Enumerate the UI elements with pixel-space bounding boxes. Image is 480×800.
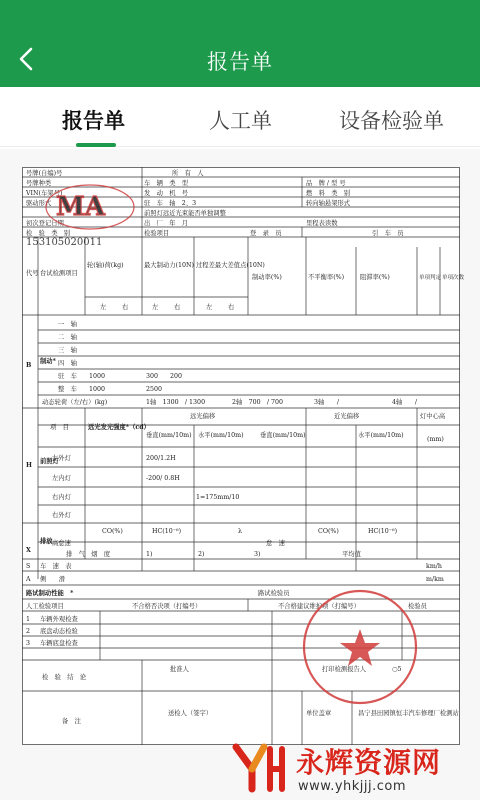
total-load: 1000 [89, 386, 106, 393]
lamp-row-2: 左内灯 [52, 475, 71, 482]
slip-unit: m/km [426, 576, 444, 583]
lamp-height-unit: (mm) [427, 436, 444, 443]
slip-label: 侧 滑 [40, 576, 66, 583]
conclusion-label: 检 验 结 论 [42, 674, 87, 681]
lamp-value-2: -200/ 0.8H [146, 475, 180, 482]
col-single-judge-header: 单项判定 [419, 275, 442, 281]
odometer-label: 里程表读数 [306, 220, 338, 227]
col-item-header: 台试检测项目 [40, 270, 78, 277]
inspect-type-label: 检 验 类 别 [26, 230, 71, 237]
exhaust-co-1: CO(%) [102, 528, 123, 535]
brake-row-2: 二 轴 [58, 334, 77, 341]
official-seal-stamp [304, 591, 416, 703]
driver-label: 引 车 员 [372, 230, 404, 237]
col-left-1: 左 [100, 304, 107, 311]
speed-label: 车 速 表 [40, 563, 72, 570]
lamp-value-1: 200/1.2H [146, 455, 176, 462]
exhaust-idle-high-label: 高怠速 [52, 540, 71, 547]
fuel-label: 燃 料 类 别 [306, 190, 351, 197]
inspect-items-label: 检验项目 [144, 230, 170, 237]
reg-date-label: 初次登记日期 [26, 220, 64, 227]
lamp-value-3: 1=175mm/10 [196, 494, 240, 501]
lamp-low-horizontal: 水平(mm/10m) [358, 432, 404, 439]
exhaust-hc-1: HC(10⁻⁶) [152, 528, 182, 535]
brake-row-4: 四 轴 [58, 360, 77, 367]
parking-right-force: 200 [170, 373, 183, 380]
sender-label: 送检人（签字） [168, 710, 213, 717]
exhaust-smoke-avg: 平均值 [342, 551, 361, 558]
watermark-name: 永辉资源网 [296, 746, 442, 779]
headlamp-adjust-label: 前照灯远近光束能否单独调整 [144, 210, 226, 217]
exhaust-group-code: X [26, 547, 31, 554]
mfg-date-label: 出 厂 年 月 [144, 220, 189, 227]
watermark-logo-icon [230, 739, 286, 795]
owner-label: 所 有 人 [172, 170, 204, 177]
print-mark-label: 打印检测报告人 [322, 666, 367, 673]
lamp-group-label: 前照灯 [40, 458, 59, 465]
exhaust-smoke-1: 1) [146, 551, 153, 558]
road-test-label: 路试制动性能 * [26, 590, 74, 597]
unit-seal-label: 单位盖章 [306, 710, 332, 717]
plate-type-label: 号牌种类 [26, 180, 52, 187]
lamp-intensity-label: 远光发光强度*（cd） [88, 424, 150, 431]
vehicle-type-label: 车 辆 类 型 [144, 180, 189, 187]
manual-item-2: 底盘动态检验 [40, 628, 78, 635]
exhaust-co-2: CO(%) [318, 528, 339, 535]
brake-group-code: B [26, 362, 32, 369]
cma-letters: MA [56, 192, 105, 222]
lamp-row-3: 右内灯 [52, 494, 71, 501]
manual-fail-items-label: 不合格否决项（打编号） [132, 603, 202, 610]
col-right-1: 右 [122, 304, 129, 311]
col-right-2: 右 [174, 304, 181, 311]
col-brake-rate-header: 制动率(%) [252, 274, 282, 281]
brake-row-3: 三 轴 [58, 347, 77, 354]
col-imbalance-header: 不平衡率(%) [308, 274, 345, 281]
dynamic-load-label: 动态轮荷（左/右）(kg) [42, 399, 108, 406]
manual-item-no-2: 2 [26, 628, 31, 635]
axle-4-dynamic-load: 4轴 / [392, 399, 418, 406]
col-axle-load-header: 轮(轴)荷(kg) [87, 262, 124, 269]
exhaust-lambda: λ [238, 528, 242, 535]
speed-unit: km/h [426, 563, 442, 570]
watermark-url: www.yhkjjj.com [298, 779, 407, 794]
exhaust-smoke-label: 排 气 烟 度 [66, 551, 111, 558]
manual-inspector-label: 检验员 [408, 603, 427, 610]
slip-code: A [26, 576, 31, 583]
lamp-row-1: 左外灯 [52, 455, 71, 462]
exhaust-hc-2: HC(10⁻⁶) [368, 528, 398, 535]
manual-item-no-3: 3 [26, 640, 31, 647]
suspension-label: 转向轴悬架形式 [306, 200, 351, 207]
lamp-cutoff-label: 灯中心高 [420, 413, 446, 420]
parking-load: 1000 [89, 373, 106, 380]
col-retest-header: 单项次数 [442, 275, 465, 281]
col-left-2: 左 [152, 304, 159, 311]
plate-label: 号牌(自编)号 [26, 170, 63, 177]
cert-number: 153105020011 [26, 237, 103, 248]
lamp-high-vertical: 垂直(mm/10m) [146, 432, 192, 439]
report-form [22, 167, 465, 745]
axle-2-dynamic-load: 2轴 700 / 700 [232, 399, 284, 406]
drive-form-label: 驱动形式 [26, 200, 52, 207]
brake-group-label: 制动* [40, 358, 56, 365]
manual-item-3: 车辆底盘检查 [40, 640, 78, 647]
col-code-header: 代号 [26, 270, 39, 277]
speed-code: S [26, 563, 31, 570]
axle-1-dynamic-load: 1轴 1300 / 1300 [146, 399, 206, 406]
exhaust-idle-label: 怠 速 [266, 540, 285, 547]
axle-3-dynamic-load: 3轴 / [314, 399, 340, 406]
exhaust-smoke-3: 3) [254, 551, 261, 558]
col-max-brake-header: 最大制动力(10N) [144, 262, 194, 269]
exhaust-group-label: 排放 [40, 538, 53, 545]
station-name: 昌宁县田园镇恒丰汽车修理厂检测站 [358, 710, 459, 717]
site-watermark [230, 735, 480, 800]
lamp-high-offset-label: 远光偏移 [190, 413, 216, 420]
print-mark-value: ○5 [392, 666, 402, 673]
tab-device-inspection[interactable]: 设备检验单 [339, 109, 444, 133]
clerk-label: 登 录 员 [250, 230, 282, 237]
parking-axle-label: 驻 车 轴 2、3 [144, 200, 197, 207]
manual-item-no-1: 1 [26, 616, 31, 623]
brake-row-5: 驻 车 [58, 373, 77, 380]
report-document [22, 167, 465, 745]
manual-advice-label: 不合格建议维护项（打编号） [278, 603, 360, 610]
active-tab-indicator [76, 143, 116, 147]
report-viewer[interactable] [0, 149, 480, 800]
manual-item-1: 车辆外观检查 [40, 616, 78, 623]
parking-left-force: 300 [146, 373, 159, 380]
tab-bar [0, 87, 480, 147]
lamp-high-horizontal: 水平(mm/10m) [198, 432, 244, 439]
remarks-label: 备 注 [62, 718, 81, 725]
lamp-item-label: 项 目 [50, 424, 69, 431]
form-grid-lines [22, 167, 460, 745]
col-drag-rate-header: 阻滞率(%) [360, 274, 390, 281]
brake-row-1: 一 轴 [58, 321, 77, 328]
app-header [0, 0, 480, 87]
tab-report[interactable]: 报告单 [62, 109, 125, 133]
approver-label: 批准人 [170, 666, 189, 673]
brand-model-label: 品 牌 / 型 号 [306, 180, 346, 187]
tab-manual[interactable]: 人工单 [209, 109, 272, 133]
lamp-low-offset-label: 近光偏移 [334, 413, 360, 420]
col-right-3: 右 [228, 304, 235, 311]
col-left-3: 左 [206, 304, 213, 311]
lamp-low-vertical: 垂直(mm/10m) [260, 432, 306, 439]
vin-label: VIN(车架号) [26, 190, 63, 197]
road-test-inspector-label: 路试检验员 [258, 590, 290, 597]
brake-row-6: 整 车 [58, 386, 77, 393]
exhaust-smoke-2: 2) [198, 551, 205, 558]
lamp-group-code: H [26, 462, 32, 469]
lamp-row-4: 右外灯 [52, 512, 71, 519]
total-force: 2500 [146, 386, 163, 393]
engine-no-label: 发 动 机 号 [144, 190, 189, 197]
manual-items-label: 人工检验项目 [26, 603, 64, 610]
col-process-diff-header: 过程差最大差值点(10N) [196, 262, 265, 269]
page-title: 报告单 [207, 50, 273, 74]
